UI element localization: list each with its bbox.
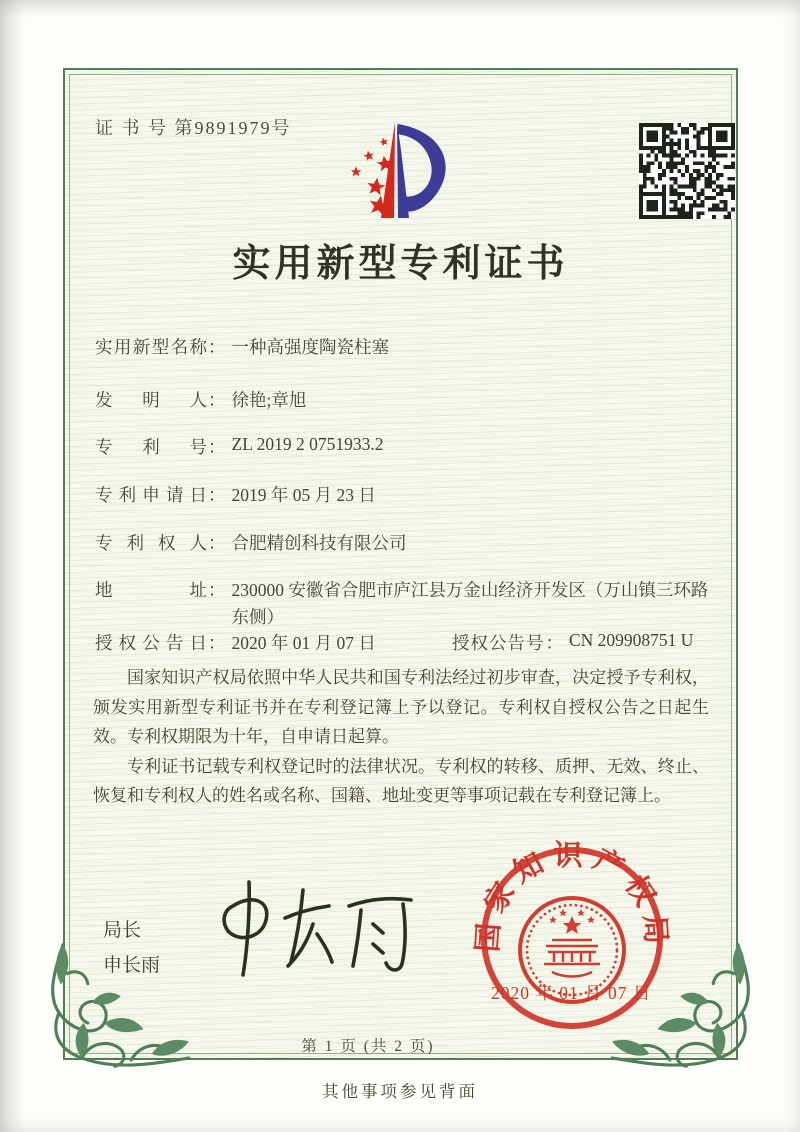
- field-value: CN 209908751 U: [569, 630, 694, 650]
- field-value: 2019 年 05 月 23 日: [231, 485, 376, 505]
- field-label: 专利权人: [95, 533, 207, 553]
- field-row-address: [95, 577, 710, 631]
- cnipa-logo-icon: [335, 110, 467, 226]
- legal-paragraphs: [93, 663, 709, 811]
- field-label: 授权公告号: [452, 633, 545, 653]
- field-row-name: [95, 334, 389, 359]
- back-note: 其他事项参见背面: [322, 1082, 478, 1101]
- field-label: 专利号: [95, 437, 207, 457]
- field-row-patentee: [95, 530, 407, 555]
- field-row-filing-date: [95, 482, 376, 507]
- colon: ：: [208, 337, 226, 357]
- field-value: 2020 年 01 月 07 日: [231, 633, 376, 653]
- field-grant-no: [452, 630, 693, 655]
- colon: ：: [208, 390, 226, 410]
- page-number: 第 1 页 (共 2 页): [301, 1038, 435, 1055]
- field-label: 授权公告日: [95, 633, 207, 653]
- commissioner-signature: [213, 876, 428, 981]
- field-value: 一种高强度陶瓷柱塞: [231, 337, 389, 357]
- paragraph-register-statement: 专利证书记载专利权登记时的法律状况。专利权的转移、质押、无效、终止、恢复和专利权人的姓名或名称、国籍、地址变更等事项记载在专利登记簿上。: [93, 756, 709, 805]
- seal-ring-text: 国家知识产权局: [471, 840, 673, 954]
- colon: ：: [545, 633, 563, 653]
- scan-shadow-top: [0, 0, 800, 18]
- field-row-inventor: [95, 387, 306, 412]
- certificate-content: [63, 68, 738, 1060]
- commissioner-block: [103, 913, 160, 983]
- field-value: 徐艳;章旭: [231, 390, 307, 410]
- field-label: 地址: [95, 580, 207, 600]
- commissioner-name: 申长雨: [103, 955, 161, 976]
- colon: ：: [208, 437, 226, 457]
- field-label: 实用新型名称: [95, 337, 207, 357]
- field-label: 发明人: [95, 390, 207, 410]
- field-value: 合肥精创科技有限公司: [231, 533, 407, 553]
- colon: ：: [208, 485, 226, 505]
- field-row-grant: [95, 630, 694, 655]
- scan-shadow-left: [0, 0, 26, 1132]
- official-seal: [457, 823, 687, 1053]
- certificate-title: 实用新型专利证书: [232, 243, 569, 285]
- field-value: 230000 安徽省合肥市庐江县万金山经济开发区（万山镇三环路东侧）: [231, 580, 709, 627]
- colon: ：: [208, 580, 226, 600]
- certificate-number: 证 书 号 第9891979号: [95, 118, 292, 138]
- field-value: ZL 2019 2 0751933.2: [231, 434, 384, 454]
- field-label: 专利申请日: [95, 485, 207, 505]
- field-row-patent-no: [95, 434, 383, 459]
- paragraph-grant-statement: 国家知识产权局依照中华人民共和国专利法经过初步审查，决定授予专利权，颁发实用新型专利证书并在专利登记簿上予以登记。专利权自授权公告之日起生效。专利权期限为十年，自申请日起算。: [93, 668, 709, 746]
- qr-code: [639, 123, 735, 219]
- seal-date: 2020 年 01 月 07 日: [491, 983, 652, 1003]
- colon: ：: [208, 633, 226, 653]
- commissioner-title: 局长: [103, 920, 142, 941]
- colon: ：: [208, 533, 226, 553]
